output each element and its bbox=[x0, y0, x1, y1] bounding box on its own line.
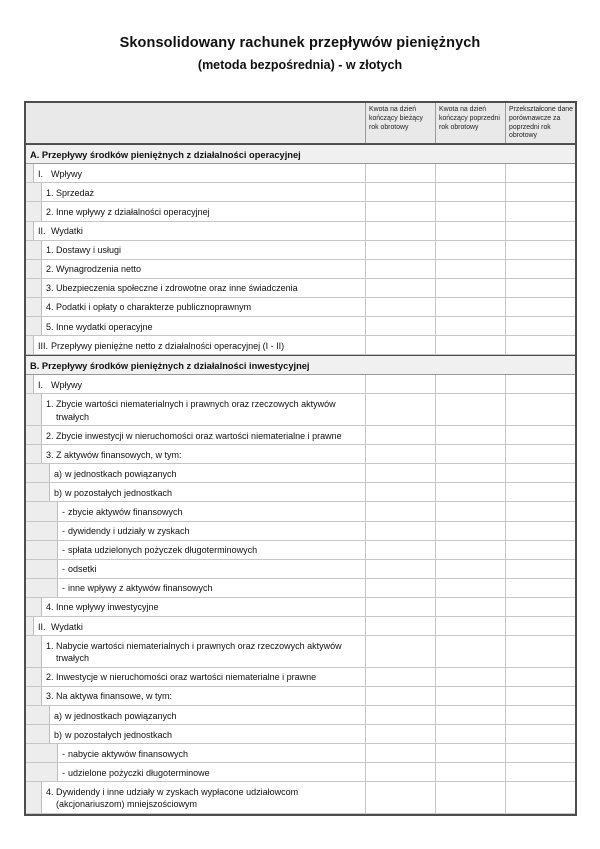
row-label bbox=[42, 260, 365, 278]
value-cell[interactable] bbox=[505, 317, 575, 335]
value-cell[interactable] bbox=[365, 541, 435, 559]
row-text: Wpływy bbox=[51, 379, 82, 390]
value-cell[interactable] bbox=[505, 483, 575, 501]
row-label bbox=[34, 336, 365, 354]
indent-gutter bbox=[26, 744, 58, 762]
value-cell[interactable] bbox=[505, 394, 575, 425]
value-cell[interactable] bbox=[365, 445, 435, 463]
row-text: dywidendy i udziały w zyskach bbox=[68, 526, 190, 537]
row-ordinal: - bbox=[62, 748, 65, 759]
value-cell[interactable] bbox=[365, 298, 435, 316]
column-header: Kwota na dzień kończący bieżący rok obrotowy bbox=[365, 103, 435, 143]
row-ordinal: I. bbox=[38, 379, 44, 390]
indent-gutter bbox=[26, 375, 34, 393]
item-row bbox=[26, 579, 575, 598]
row-ordinal: 2. bbox=[46, 430, 54, 441]
row-text: w jednostkach powiązanych bbox=[65, 468, 177, 479]
row-text: inne wpływy z aktywów finansowych bbox=[68, 583, 213, 594]
indent-gutter bbox=[26, 725, 50, 743]
row-text: Dostawy i usługi bbox=[56, 245, 122, 256]
value-cell[interactable] bbox=[435, 375, 505, 393]
value-cell[interactable] bbox=[505, 202, 575, 220]
value-cell[interactable] bbox=[365, 502, 435, 520]
item-row bbox=[26, 706, 575, 725]
value-cell[interactable] bbox=[505, 706, 575, 724]
value-cell[interactable] bbox=[435, 483, 505, 501]
value-cell[interactable] bbox=[505, 782, 575, 813]
row-text: Podatki i opłaty o charakterze publicznoprawnym bbox=[56, 302, 252, 313]
item-row bbox=[26, 782, 575, 814]
item-row bbox=[26, 202, 575, 221]
row-label bbox=[34, 375, 365, 393]
row-ordinal: 5. bbox=[46, 321, 54, 332]
indent-gutter bbox=[26, 202, 42, 220]
row-text: w pozostałych jednostkach bbox=[65, 487, 173, 498]
row-ordinal: 2. bbox=[46, 264, 54, 275]
value-cell[interactable] bbox=[365, 336, 435, 354]
value-cell[interactable] bbox=[435, 744, 505, 762]
row-label bbox=[42, 279, 365, 297]
value-cell[interactable] bbox=[505, 279, 575, 297]
indent-gutter bbox=[26, 598, 42, 616]
value-cell[interactable] bbox=[435, 687, 505, 705]
value-cell[interactable] bbox=[505, 522, 575, 540]
item-row bbox=[26, 394, 575, 426]
indent-gutter bbox=[26, 241, 42, 259]
value-cell[interactable] bbox=[365, 483, 435, 501]
value-cell[interactable] bbox=[435, 617, 505, 635]
row-label bbox=[42, 598, 365, 616]
value-cell[interactable] bbox=[435, 260, 505, 278]
item-row bbox=[26, 464, 575, 483]
row-label bbox=[50, 706, 365, 724]
row-text: A. Przepływy środków pieniężnych z działalności operacyjnej bbox=[30, 149, 301, 160]
value-cell[interactable] bbox=[435, 464, 505, 482]
value-cell[interactable] bbox=[365, 579, 435, 597]
row-text: Inne wydatki operacyjne bbox=[56, 321, 153, 332]
value-cell[interactable] bbox=[435, 164, 505, 182]
value-cell[interactable] bbox=[365, 394, 435, 425]
value-cell[interactable] bbox=[365, 241, 435, 259]
row-ordinal: - bbox=[62, 767, 65, 778]
value-cell[interactable] bbox=[365, 464, 435, 482]
row-label bbox=[26, 145, 575, 163]
value-cell[interactable] bbox=[505, 617, 575, 635]
value-cell[interactable] bbox=[365, 598, 435, 616]
row-text: Wynagrodzenia netto bbox=[56, 264, 141, 275]
value-cell[interactable] bbox=[365, 222, 435, 240]
row-text: Z aktywów finansowych, w tym: bbox=[56, 449, 182, 460]
value-cell[interactable] bbox=[365, 763, 435, 781]
value-cell[interactable] bbox=[365, 744, 435, 762]
value-cell[interactable] bbox=[435, 763, 505, 781]
value-cell[interactable] bbox=[505, 668, 575, 686]
row-label bbox=[34, 164, 365, 182]
row-text: nabycie aktywów finansowych bbox=[68, 748, 189, 759]
row-label bbox=[50, 725, 365, 743]
item-row bbox=[26, 375, 575, 394]
row-ordinal: 1. bbox=[46, 187, 54, 198]
indent-gutter bbox=[26, 617, 34, 635]
row-ordinal: III. bbox=[38, 340, 49, 351]
row-label bbox=[42, 687, 365, 705]
row-ordinal: a) bbox=[54, 468, 63, 479]
value-cell[interactable] bbox=[435, 426, 505, 444]
indent-gutter bbox=[26, 763, 58, 781]
item-row bbox=[26, 483, 575, 502]
value-cell[interactable] bbox=[505, 336, 575, 354]
row-ordinal: 2. bbox=[46, 672, 54, 683]
indent-gutter bbox=[26, 706, 50, 724]
row-text: zbycie aktywów finansowych bbox=[68, 506, 183, 517]
row-text: Dywidendy i inne udziały w zyskach wypłacone udziałowcom (akcjonariuszom) mniejszościowym bbox=[56, 786, 299, 810]
value-cell[interactable] bbox=[365, 260, 435, 278]
value-cell[interactable] bbox=[435, 541, 505, 559]
row-label bbox=[58, 522, 365, 540]
value-cell[interactable] bbox=[505, 763, 575, 781]
row-label bbox=[26, 356, 575, 374]
value-cell[interactable] bbox=[365, 317, 435, 335]
value-cell[interactable] bbox=[365, 560, 435, 578]
item-row bbox=[26, 687, 575, 706]
value-cell[interactable] bbox=[365, 668, 435, 686]
value-cell[interactable] bbox=[365, 279, 435, 297]
row-label bbox=[42, 426, 365, 444]
row-label bbox=[50, 464, 365, 482]
row-label bbox=[42, 394, 365, 425]
item-row bbox=[26, 298, 575, 317]
row-label bbox=[58, 744, 365, 762]
value-cell[interactable] bbox=[505, 426, 575, 444]
row-text: Wydatki bbox=[51, 226, 83, 237]
value-cell[interactable] bbox=[435, 445, 505, 463]
indent-gutter bbox=[26, 222, 34, 240]
row-text: Zbycie inwestycji w nieruchomości oraz wartości niematerialne i prawne bbox=[56, 430, 342, 441]
value-cell[interactable] bbox=[505, 598, 575, 616]
row-ordinal: 3. bbox=[46, 691, 54, 702]
row-ordinal: 4. bbox=[46, 602, 54, 613]
row-text: Inwestycje w nieruchomości oraz wartości niematerialne i prawne bbox=[56, 672, 317, 683]
indent-gutter bbox=[26, 336, 34, 354]
value-cell[interactable] bbox=[435, 560, 505, 578]
item-row bbox=[26, 617, 575, 636]
row-label bbox=[42, 183, 365, 201]
document-header bbox=[0, 0, 600, 72]
indent-gutter bbox=[26, 183, 42, 201]
item-row bbox=[26, 222, 575, 241]
table-header-row bbox=[26, 103, 575, 144]
value-cell[interactable] bbox=[505, 375, 575, 393]
row-text: w jednostkach powiązanych bbox=[65, 710, 177, 721]
item-row bbox=[26, 668, 575, 687]
row-ordinal: - bbox=[62, 564, 65, 575]
value-cell[interactable] bbox=[435, 183, 505, 201]
item-row bbox=[26, 426, 575, 445]
row-text: Wydatki bbox=[51, 621, 83, 632]
indent-gutter bbox=[26, 317, 42, 335]
table-body bbox=[26, 144, 575, 814]
item-row bbox=[26, 598, 575, 617]
value-cell[interactable] bbox=[435, 668, 505, 686]
value-cell[interactable] bbox=[505, 725, 575, 743]
row-ordinal: b) bbox=[54, 729, 63, 740]
item-row bbox=[26, 183, 575, 202]
row-label bbox=[42, 202, 365, 220]
indent-gutter bbox=[26, 668, 42, 686]
value-cell[interactable] bbox=[365, 725, 435, 743]
value-cell[interactable] bbox=[435, 636, 505, 667]
indent-gutter bbox=[26, 279, 42, 297]
value-cell[interactable] bbox=[365, 202, 435, 220]
value-cell[interactable] bbox=[365, 706, 435, 724]
item-row bbox=[26, 164, 575, 183]
value-cell[interactable] bbox=[365, 636, 435, 667]
row-label bbox=[42, 241, 365, 259]
value-cell[interactable] bbox=[505, 541, 575, 559]
value-cell[interactable] bbox=[365, 687, 435, 705]
row-ordinal: b) bbox=[54, 487, 63, 498]
row-label bbox=[42, 445, 365, 463]
row-ordinal: - bbox=[62, 526, 65, 537]
row-ordinal: 2. bbox=[46, 206, 54, 217]
value-cell[interactable] bbox=[505, 687, 575, 705]
value-cell[interactable] bbox=[505, 241, 575, 259]
row-label bbox=[58, 763, 365, 781]
value-cell[interactable] bbox=[505, 560, 575, 578]
value-cell[interactable] bbox=[365, 522, 435, 540]
value-cell[interactable] bbox=[435, 317, 505, 335]
row-ordinal: II. bbox=[38, 226, 46, 237]
value-cell[interactable] bbox=[505, 183, 575, 201]
document-subtitle: (metoda bezpośrednia) - w złotych bbox=[197, 58, 403, 72]
item-row bbox=[26, 522, 575, 541]
row-ordinal: 3. bbox=[46, 449, 54, 460]
value-cell[interactable] bbox=[505, 298, 575, 316]
value-cell[interactable] bbox=[505, 260, 575, 278]
indent-gutter bbox=[26, 164, 34, 182]
value-cell[interactable] bbox=[365, 782, 435, 813]
indent-gutter bbox=[26, 579, 58, 597]
row-label bbox=[42, 636, 365, 667]
row-text: Ubezpieczenia społeczne i zdrowotne oraz inne świadczenia bbox=[56, 283, 298, 294]
row-text: spłata udzielonych pożyczek długoterminowych bbox=[68, 545, 258, 556]
value-cell[interactable] bbox=[435, 706, 505, 724]
indent-gutter bbox=[26, 483, 50, 501]
row-ordinal: I. bbox=[38, 168, 44, 179]
row-label bbox=[58, 579, 365, 597]
row-text: Przepływy pieniężne netto z działalności operacyjnej (I - II) bbox=[51, 340, 285, 351]
value-cell[interactable] bbox=[505, 445, 575, 463]
value-cell[interactable] bbox=[505, 464, 575, 482]
row-text: w pozostałych jednostkach bbox=[65, 729, 173, 740]
row-label bbox=[42, 298, 365, 316]
row-text: Na aktywa finansowe, w tym: bbox=[56, 691, 173, 702]
value-cell[interactable] bbox=[435, 222, 505, 240]
value-cell[interactable] bbox=[505, 164, 575, 182]
row-ordinal: 4. bbox=[46, 302, 54, 313]
indent-gutter bbox=[26, 502, 58, 520]
value-cell[interactable] bbox=[435, 298, 505, 316]
row-text: udzielone pożyczki długoterminowe bbox=[68, 767, 210, 778]
value-cell[interactable] bbox=[435, 279, 505, 297]
value-cell[interactable] bbox=[505, 744, 575, 762]
row-ordinal: - bbox=[62, 506, 65, 517]
indent-gutter bbox=[26, 782, 42, 813]
item-row bbox=[26, 541, 575, 560]
row-ordinal: - bbox=[62, 583, 65, 594]
section-header-row bbox=[26, 144, 575, 164]
value-cell[interactable] bbox=[365, 164, 435, 182]
row-text: Zbycie wartości niematerialnych i prawnych oraz rzeczowych aktywów trwałych bbox=[56, 398, 336, 422]
indent-gutter bbox=[26, 298, 42, 316]
indent-gutter bbox=[26, 560, 58, 578]
row-label bbox=[34, 222, 365, 240]
value-cell[interactable] bbox=[505, 579, 575, 597]
value-cell[interactable] bbox=[505, 636, 575, 667]
value-cell[interactable] bbox=[435, 202, 505, 220]
row-label bbox=[34, 617, 365, 635]
item-row bbox=[26, 260, 575, 279]
row-text: Sprzedaż bbox=[56, 187, 95, 198]
item-row bbox=[26, 241, 575, 260]
row-ordinal: 1. bbox=[46, 640, 54, 651]
row-ordinal: - bbox=[62, 545, 65, 556]
indent-gutter bbox=[26, 394, 42, 425]
value-cell[interactable] bbox=[435, 782, 505, 813]
cash-flow-table bbox=[24, 101, 577, 816]
value-cell[interactable] bbox=[365, 617, 435, 635]
item-row bbox=[26, 317, 575, 336]
row-ordinal: II. bbox=[38, 621, 46, 632]
row-text: B. Przepływy środków pieniężnych z działalności inwestycyjnej bbox=[30, 360, 310, 371]
item-row bbox=[26, 725, 575, 744]
row-ordinal: 1. bbox=[46, 245, 54, 256]
value-cell[interactable] bbox=[435, 394, 505, 425]
row-label bbox=[42, 317, 365, 335]
row-text: Inne wpływy inwestycyjne bbox=[56, 602, 159, 613]
row-text: Nabycie wartości niematerialnych i prawnych oraz rzeczowych aktywów trwałych bbox=[56, 640, 342, 664]
row-ordinal: 1. bbox=[46, 398, 54, 409]
value-cell[interactable] bbox=[435, 502, 505, 520]
section-header-row bbox=[26, 355, 575, 375]
row-label bbox=[58, 541, 365, 559]
column-header: Przekształcone dane porównawcze za poprzedni rok obrotowy bbox=[505, 103, 575, 143]
row-text: Wpływy bbox=[51, 168, 82, 179]
item-row bbox=[26, 560, 575, 579]
row-label bbox=[58, 502, 365, 520]
value-cell[interactable] bbox=[435, 725, 505, 743]
row-label bbox=[42, 782, 365, 813]
value-cell[interactable] bbox=[365, 183, 435, 201]
item-row bbox=[26, 744, 575, 763]
indent-gutter bbox=[26, 522, 58, 540]
indent-gutter bbox=[26, 541, 58, 559]
column-header: Kwota na dzień kończący poprzedni rok obrotowy bbox=[435, 103, 505, 143]
item-row bbox=[26, 279, 575, 298]
value-cell[interactable] bbox=[435, 522, 505, 540]
value-cell[interactable] bbox=[435, 336, 505, 354]
indent-gutter bbox=[26, 636, 42, 667]
item-row bbox=[26, 636, 575, 668]
value-cell[interactable] bbox=[365, 375, 435, 393]
indent-gutter bbox=[26, 445, 42, 463]
indent-gutter bbox=[26, 464, 50, 482]
label-column-header bbox=[26, 103, 365, 143]
item-row bbox=[26, 336, 575, 355]
row-label bbox=[50, 483, 365, 501]
document-title: Skonsolidowany rachunek przepływów pieniężnych bbox=[119, 35, 481, 51]
row-label bbox=[42, 668, 365, 686]
item-row bbox=[26, 502, 575, 521]
row-ordinal: a) bbox=[54, 710, 63, 721]
value-cell[interactable] bbox=[365, 426, 435, 444]
row-ordinal: 4. bbox=[46, 786, 54, 797]
indent-gutter bbox=[26, 260, 42, 278]
value-cell[interactable] bbox=[435, 579, 505, 597]
row-ordinal: 3. bbox=[46, 283, 54, 294]
value-cell[interactable] bbox=[435, 241, 505, 259]
row-text: odsetki bbox=[68, 564, 97, 575]
indent-gutter bbox=[26, 426, 42, 444]
row-text: Inne wpływy z działalności operacyjnej bbox=[56, 206, 210, 217]
value-cell[interactable] bbox=[435, 598, 505, 616]
value-cell[interactable] bbox=[505, 502, 575, 520]
item-row bbox=[26, 763, 575, 782]
item-row bbox=[26, 445, 575, 464]
indent-gutter bbox=[26, 687, 42, 705]
row-label bbox=[58, 560, 365, 578]
value-cell[interactable] bbox=[505, 222, 575, 240]
